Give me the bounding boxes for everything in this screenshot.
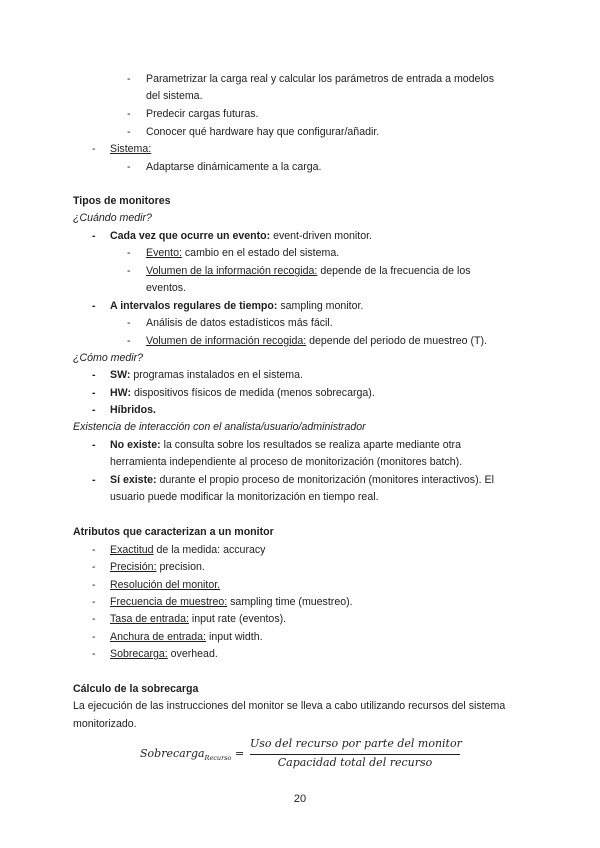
formula-equals: = bbox=[231, 747, 245, 760]
list-item-noexiste bbox=[110, 438, 461, 452]
siexiste-text: durante el propio proceso de monitorización (monitores interactivos). El bbox=[156, 474, 494, 486]
list-dash: - bbox=[92, 579, 96, 591]
page-number: 20 bbox=[293, 793, 307, 805]
list-dash: - bbox=[92, 544, 96, 556]
list-item bbox=[146, 264, 471, 278]
attribute-label: Anchura de entrada: bbox=[110, 631, 207, 643]
list-item-continuation: eventos. bbox=[146, 282, 187, 294]
list-item: Conocer qué hardware hay que configurar/añadir. bbox=[146, 126, 380, 138]
list-item-sw bbox=[110, 368, 303, 382]
list-dash: - bbox=[92, 561, 96, 573]
section-heading-tipos: Tipos de monitores bbox=[73, 195, 171, 207]
evento-text: event-driven monitor. bbox=[270, 230, 372, 242]
list-item-evento bbox=[110, 229, 372, 243]
list-item-continuation: herramienta independiente al proceso de monitorización (monitores batch). bbox=[110, 456, 463, 468]
list-item-continuation: del sistema. bbox=[146, 90, 203, 102]
list-dash: - bbox=[92, 474, 96, 486]
list-dash: - bbox=[92, 596, 96, 608]
list-dash: - bbox=[127, 265, 131, 277]
evento-sub1-text: cambio en el estado del sistema. bbox=[181, 247, 340, 259]
list-dash: - bbox=[92, 300, 96, 312]
attribute-text: input rate (eventos). bbox=[188, 613, 287, 625]
hw-text: dispositivos físicos de medida (menos sobrecarga). bbox=[131, 387, 375, 399]
formula-lhs-text: Sobrecarga bbox=[140, 747, 205, 760]
list-item-attribute bbox=[110, 578, 220, 592]
attribute-text: sampling time (muestreo). bbox=[227, 596, 353, 608]
list-item: Análisis de datos estadísticos más fácil. bbox=[146, 317, 333, 329]
hw-bold: HW: bbox=[110, 387, 131, 399]
list-item-attribute bbox=[110, 560, 205, 574]
list-dash: - bbox=[92, 230, 96, 242]
attribute-label: Frecuencia de muestreo: bbox=[110, 596, 228, 608]
siexiste-bold: Sí existe: bbox=[110, 474, 157, 486]
attribute-text: de la medida: accuracy bbox=[153, 544, 266, 556]
section-heading-atributos: Atributos que caracterizan a un monitor bbox=[73, 526, 274, 538]
list-item-hibridos: Híbridos. bbox=[110, 404, 156, 416]
list-dash: - bbox=[127, 335, 131, 347]
list-item-attribute bbox=[110, 595, 353, 609]
list-dash: - bbox=[92, 404, 96, 416]
overhead-formula bbox=[140, 737, 460, 773]
list-dash: - bbox=[92, 387, 96, 399]
list-item-attribute bbox=[110, 543, 265, 557]
paragraph-line: monitorizado. bbox=[73, 718, 137, 730]
formula-fraction-bar bbox=[250, 754, 460, 755]
list-dash: - bbox=[127, 108, 131, 120]
list-item bbox=[146, 334, 487, 348]
attribute-text: input width. bbox=[206, 631, 263, 643]
intervalos-sub2-text: depende del periodo de muestreo (T). bbox=[306, 335, 487, 347]
intervalos-bold: A intervalos regulares de tiempo: bbox=[110, 300, 278, 312]
list-dash: - bbox=[92, 439, 96, 451]
intervalos-text: sampling monitor. bbox=[277, 300, 364, 312]
formula-lhs bbox=[140, 747, 244, 762]
evento-bold: Cada vez que ocurre un evento: bbox=[110, 230, 271, 242]
formula-subscript: Recurso bbox=[204, 754, 232, 763]
noexiste-text: la consulta sobre los resultados se realiza aparte mediante otra bbox=[160, 439, 461, 451]
attribute-label: Sobrecarga: bbox=[110, 648, 168, 660]
list-dash: - bbox=[127, 161, 131, 173]
attribute-text: precision. bbox=[156, 561, 205, 573]
list-item-attribute bbox=[110, 612, 286, 626]
subheading-como: ¿Cómo medir? bbox=[73, 352, 144, 364]
list-item-attribute bbox=[110, 630, 263, 644]
list-item-hw bbox=[110, 386, 375, 400]
list-dash: - bbox=[92, 613, 96, 625]
evento-sub1-label: Evento: bbox=[146, 247, 182, 259]
list-dash: - bbox=[92, 648, 96, 660]
list-item: Adaptarse dinámicamente a la carga. bbox=[146, 161, 322, 173]
list-item-siexiste bbox=[110, 473, 494, 487]
list-dash: - bbox=[127, 247, 131, 259]
subheading-existencia: Existencia de interacción con el analista/usuario/administrador bbox=[73, 421, 366, 433]
list-item-continuation: usuario puede modificar la monitorización en tiempo real. bbox=[110, 491, 379, 503]
attribute-label: Tasa de entrada: bbox=[110, 613, 189, 625]
sw-text: programas instalados en el sistema. bbox=[130, 369, 303, 381]
list-dash: - bbox=[92, 369, 96, 381]
noexiste-bold: No existe: bbox=[110, 439, 161, 451]
attribute-label: Resolución del monitor. bbox=[110, 579, 221, 591]
list-dash: - bbox=[92, 631, 96, 643]
paragraph-line: La ejecución de las instrucciones del monitor se lleva a cabo utilizando recursos del sistema bbox=[73, 700, 506, 712]
list-dash: - bbox=[127, 126, 131, 138]
subheading-cuando: ¿Cuándo medir? bbox=[73, 212, 152, 224]
list-dash: - bbox=[127, 317, 131, 329]
sistema-label: Sistema: bbox=[110, 143, 152, 155]
section-heading-sobrecarga: Cálculo de la sobrecarga bbox=[73, 683, 199, 695]
formula-numerator: Uso del recurso por parte del monitor bbox=[250, 737, 462, 750]
sw-bold: SW: bbox=[110, 369, 131, 381]
evento-sub2-text: depende de la frecuencia de los bbox=[317, 265, 471, 277]
evento-sub2-label: Volumen de la información recogida: bbox=[146, 265, 318, 277]
attribute-text: overhead. bbox=[167, 648, 218, 660]
list-dash: - bbox=[92, 143, 96, 155]
list-item: Predecir cargas futuras. bbox=[146, 108, 259, 120]
intervalos-sub2-label: Volumen de información recogida: bbox=[146, 335, 307, 347]
list-dash: - bbox=[127, 73, 131, 85]
attribute-label: Precisión: bbox=[110, 561, 157, 573]
list-item-intervalos bbox=[110, 299, 363, 313]
list-item bbox=[146, 246, 339, 260]
formula-denominator: Capacidad total del recurso bbox=[277, 756, 433, 769]
list-item: Parametrizar la carga real y calcular los parámetros de entrada a modelos bbox=[146, 73, 494, 85]
attribute-label: Exactitud bbox=[110, 544, 154, 556]
list-item-attribute bbox=[110, 647, 218, 661]
